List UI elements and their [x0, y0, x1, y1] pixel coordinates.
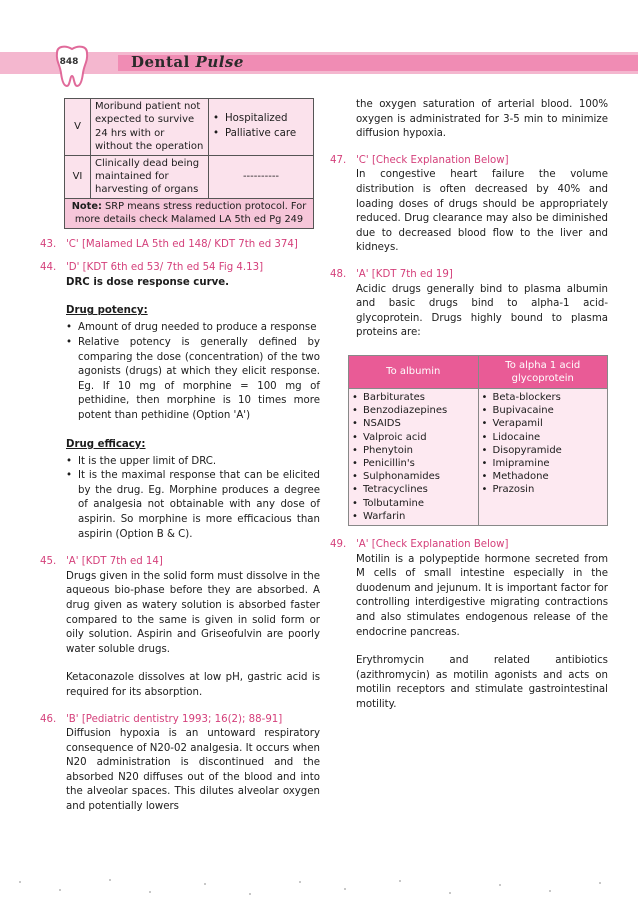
row-number: V: [65, 99, 91, 156]
answer-line: 'B' [Pediatric dentistry 1993; 16(2); 88-91]: [66, 713, 283, 725]
page-number: 848: [59, 57, 79, 67]
table-row: [349, 388, 608, 525]
answer-line: 'C' [Malamed LA 5th ed 148/ KDT 7th ed 374]: [66, 238, 298, 250]
question-46: [40, 713, 320, 815]
brand-title: [131, 53, 244, 71]
question-number: 47.: [330, 154, 347, 166]
list-item: • Benzodiazepines: [352, 404, 475, 417]
table-header-row: [349, 355, 608, 388]
row-care: [209, 99, 314, 156]
list-item: • Beta-blockers: [482, 391, 605, 404]
table-row: [65, 155, 314, 198]
question-43: [40, 238, 320, 253]
paragraph: In congestive heart failure the volume distribution is often decreased by 40% and loading doses of drugs should be appropriately reduced. Drug clearance may also be diminished due to decreased blood flow to the liver and kidneys.: [356, 169, 608, 254]
brand-word: Dental: [131, 53, 190, 71]
list-item: • Tetracyclines: [352, 483, 475, 496]
left-column: [40, 98, 320, 815]
question-number: 45.: [40, 556, 57, 568]
albumin-list: [352, 391, 475, 523]
section-heading: Drug efficacy:: [66, 438, 146, 450]
paragraph: Motilin is a polypeptide hormone secreted from M cells of small intestine especially in the duodenum and jejunum. It is important factor for controlling interdigestive migrating contractions and also stimulates endogenous release of the endocrine pancreas.: [356, 553, 608, 638]
row-description: Clinically dead being maintained for harvesting of organs: [91, 155, 209, 198]
list-item: • Lidocaine: [482, 431, 605, 444]
alpha-cell: [478, 388, 608, 525]
efficacy-list: [66, 455, 320, 543]
table-row: [65, 198, 314, 228]
list-item: • Hospitalized: [213, 112, 309, 127]
row-number: VI: [65, 155, 91, 198]
list-item: • Disopyramide: [482, 444, 605, 457]
list-item: • NSAIDS: [352, 417, 475, 430]
table-row: [65, 99, 314, 156]
answer-line: 'C' [Check Explanation Below]: [356, 154, 509, 166]
list-item: • Sulphonamides: [352, 470, 475, 483]
decorative-dots: [0, 862, 638, 902]
bold-statement: DRC is dose response curve.: [66, 276, 230, 288]
list-item: • Verapamil: [482, 417, 605, 430]
question-number: 44.: [40, 262, 57, 274]
list-item: • Imipramine: [482, 457, 605, 470]
column-header: To albumin: [349, 355, 479, 388]
column-header: To alpha 1 acid glycoprotein: [478, 355, 608, 388]
list-item: • Penicillin's: [352, 457, 475, 470]
right-column: [330, 98, 608, 712]
albumin-cell: [349, 388, 479, 525]
list-item: • Palliative care: [213, 127, 309, 142]
answer-line: 'A' [Check Explanation Below]: [356, 538, 509, 550]
question-48: [330, 268, 608, 341]
section-heading: Drug potency:: [66, 305, 148, 317]
paragraph: Diffusion hypoxia is an untoward respiratory consequence of N20-02 analgesia. It occurs when N20 administration is discontinued and the absorbed N20 diffuses out of the blood and into the alveolar spaces. This dilutes alveolar oxygen and potentially lowers: [66, 728, 320, 813]
question-47: [330, 154, 608, 256]
list-item: • Warfarin: [352, 510, 475, 523]
question-45: [40, 555, 320, 700]
question-number: 43.: [40, 238, 57, 250]
potency-list: [66, 321, 320, 423]
list-item: • Bupivacaine: [482, 404, 605, 417]
list-item: • It is the maximal response that can be elicited by the drug. Eg. Morphine produces a degree of analgesia not obtainable with any dose of aspirin. So morphine is more efficacious than aspirin (Option B & C).: [66, 469, 320, 542]
list-item: • Tolbutamine: [352, 497, 475, 510]
paragraph: Acidic drugs generally bind to plasma albumin and basic drugs bind to alpha-1 acid-glycoprotein. Drugs highly bound to plasma proteins are:: [356, 283, 608, 339]
list-item: • Methadone: [482, 470, 605, 483]
list-item: • Barbiturates: [352, 391, 475, 404]
paragraph-continued: the oxygen saturation of arterial blood. 100% oxygen is administrated for 3-5 min to minimize diffusion hypoxia.: [356, 99, 608, 140]
list-item: • Prazosin: [482, 483, 605, 496]
list-item: • It is the upper limit of DRC.: [66, 455, 320, 470]
note-text: SRP means stress reduction protocol. For more details check Malamed LA 5th ed Pg 249: [74, 200, 307, 226]
question-number: 49.: [330, 538, 347, 550]
row-care: ----------: [209, 155, 314, 198]
row-description: Moribund patient not expected to survive 24 hrs with or without the operation: [91, 99, 209, 156]
answer-line: 'A' [KDT 7th ed 19]: [356, 268, 453, 280]
list-item: • Valproic acid: [352, 431, 475, 444]
question-49: [330, 538, 608, 713]
answer-line: 'D' [KDT 6th ed 53/ 7th ed 54 Fig 4.13]: [66, 262, 264, 274]
note-label: Note:: [71, 200, 102, 212]
paragraph: Ketaconazole dissolves at low pH, gastric acid is required for its absorption.: [66, 672, 320, 698]
list-item: • Relative potency is generally defined by comparing the dose (concentration) of the two agonists (drugs) at which they elicit response. Eg. If 10 mg of morphine = 100 mg of pethidine, then morphine is 10 times more potent than pethidine (Option 'A'): [66, 336, 320, 424]
list-item: • Phenytoin: [352, 444, 475, 457]
paragraph: Erythromycin and related antibiotics (azithromycin) as motilin agonists and acts on motilin receptors and stimulate gastrointestinal motility.: [356, 655, 608, 710]
list-item: • Amount of drug needed to produce a response: [66, 321, 320, 336]
table-note: [65, 198, 314, 228]
srp-table: [64, 98, 314, 229]
protein-binding-table: [348, 355, 608, 526]
answer-line: 'A' [KDT 7th ed 14]: [66, 556, 163, 568]
question-44: [40, 261, 320, 542]
question-number: 46.: [40, 713, 57, 725]
alpha-list: [482, 391, 605, 497]
question-number: 48.: [330, 268, 347, 280]
paragraph: Drugs given in the solid form must dissolve in the aqueous bio-phase before they are absorbed. A drug given as watery solution is absorbed faster compared to the same is given in solid form or oily solution. Aspirin and Griseofulvin are poorly water soluble drugs.: [66, 570, 320, 655]
brand-script: Pulse: [195, 53, 244, 71]
